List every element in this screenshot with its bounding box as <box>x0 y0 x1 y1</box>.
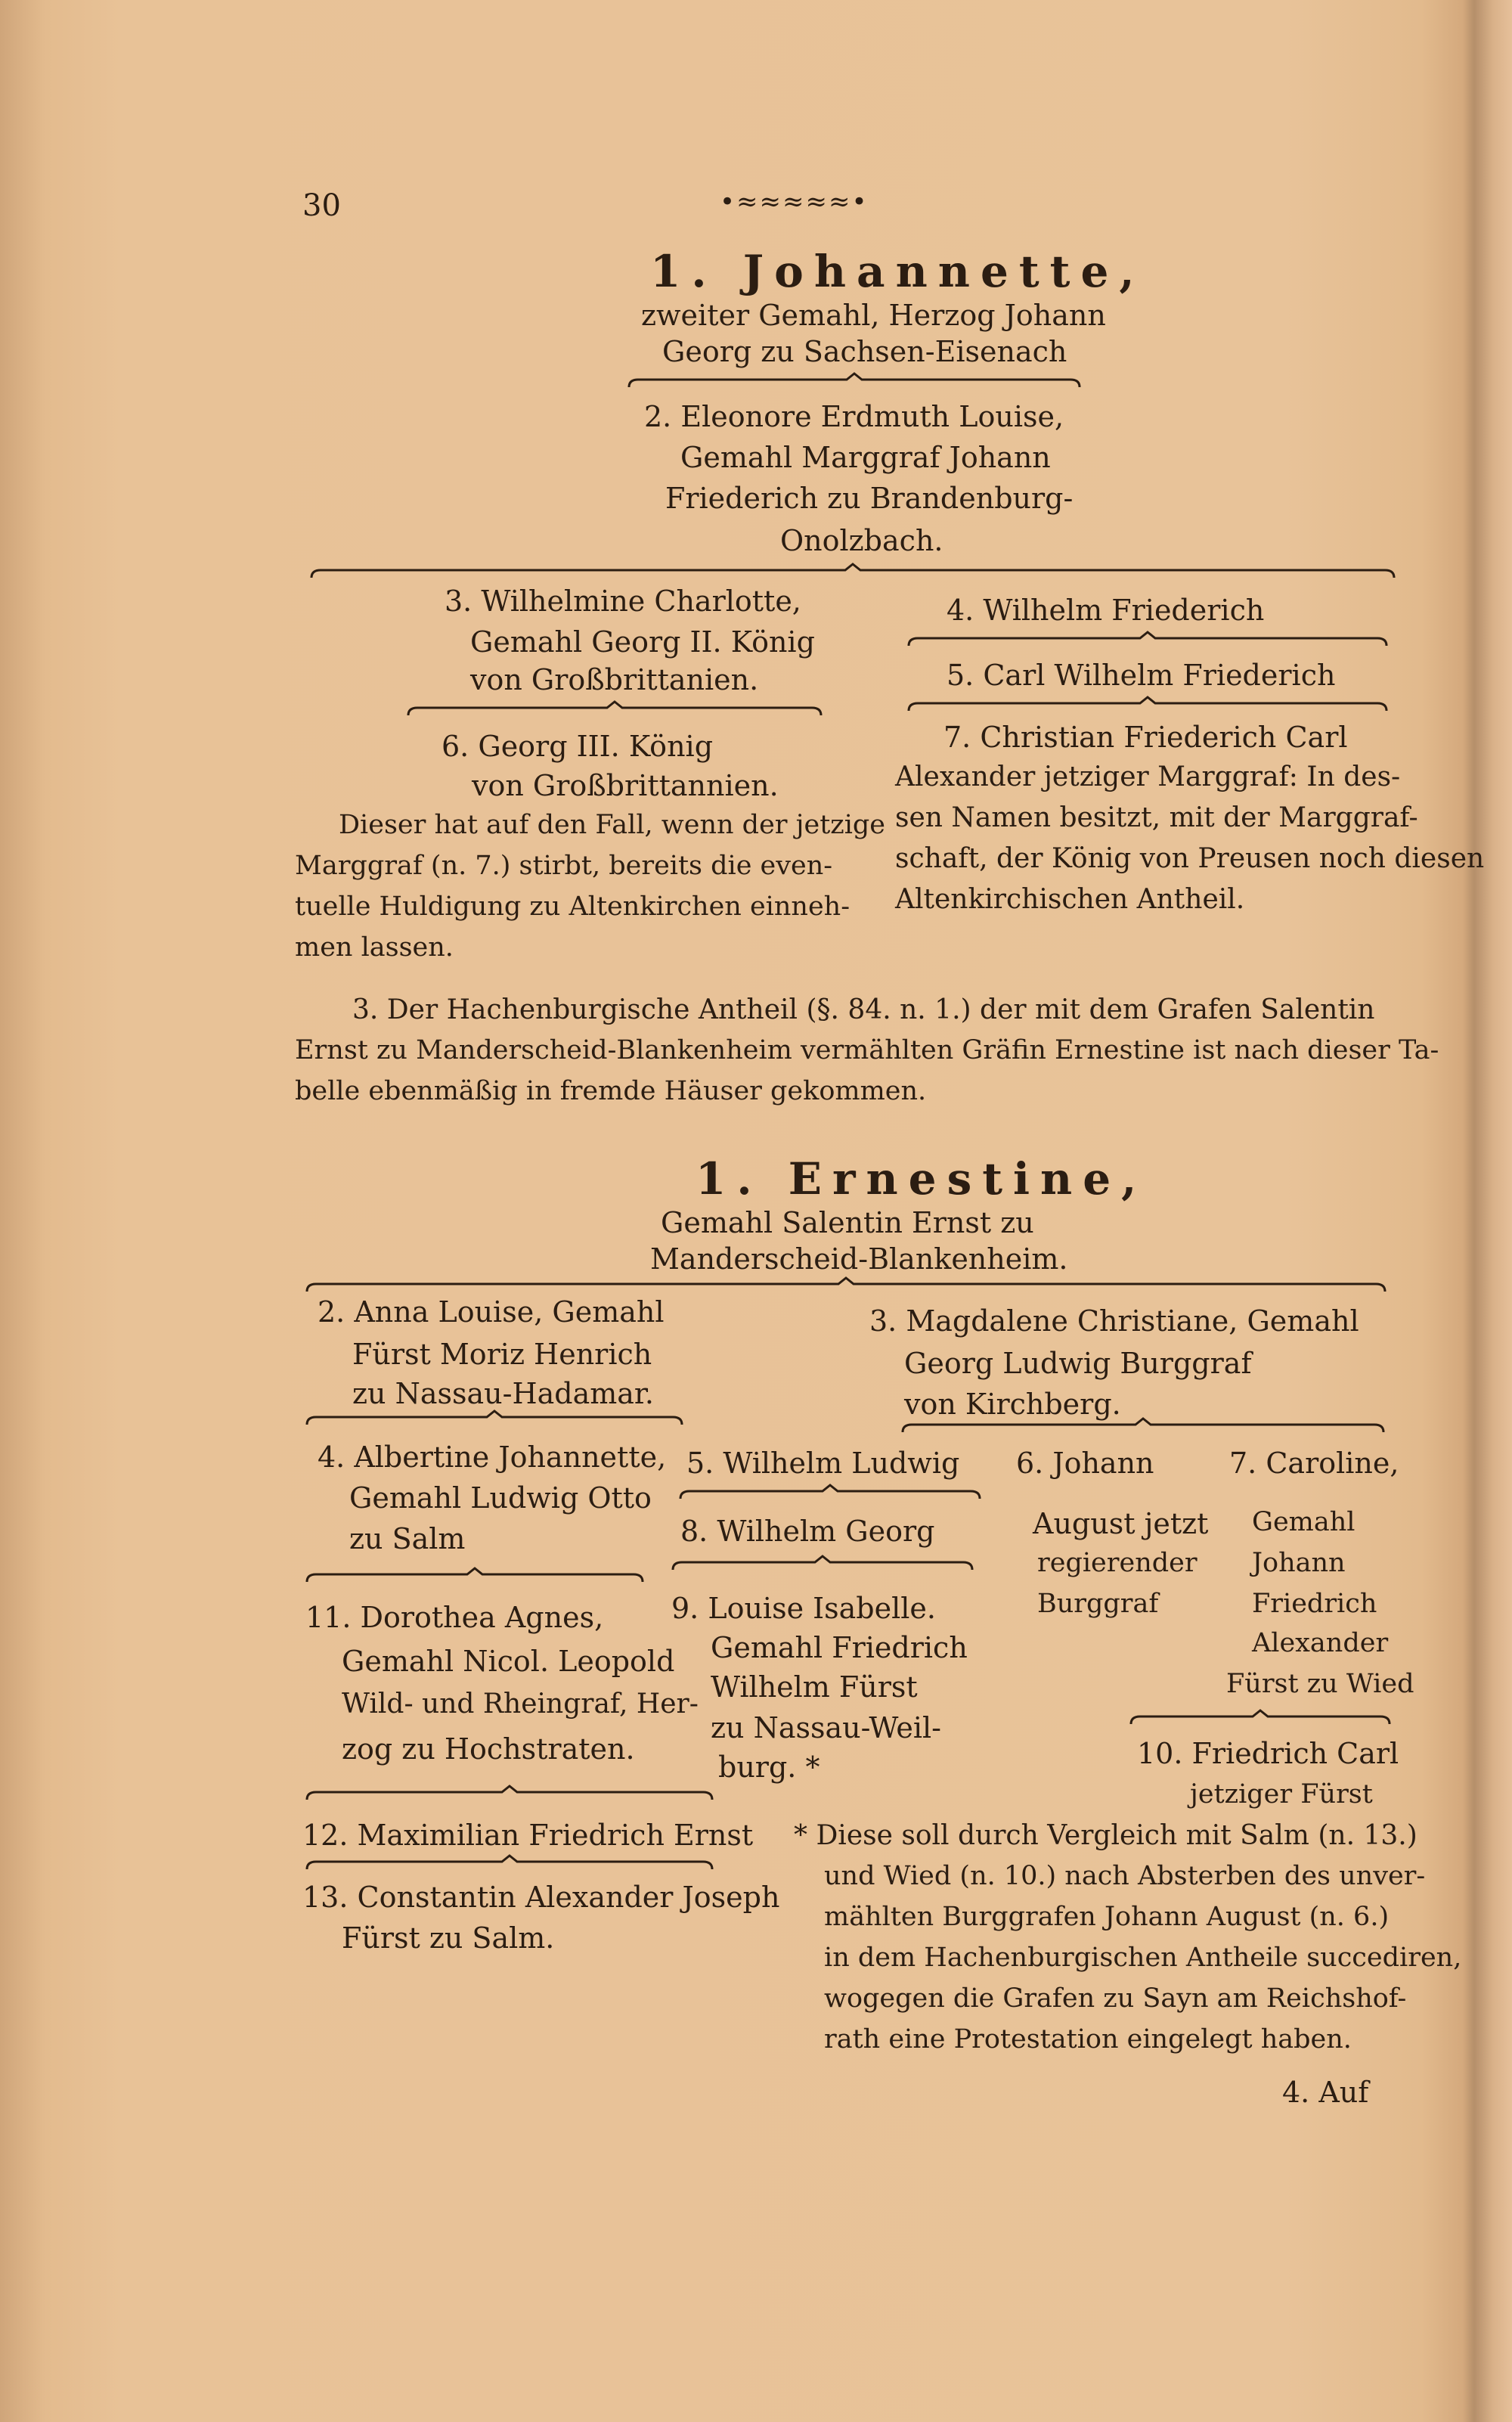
t1-root-name: 1. Johannette, <box>650 246 1145 297</box>
t1-n7-line: schaft, der König von Preusen noch diesen <box>895 843 1485 874</box>
header-ornament: •≈≈≈≈≈• <box>720 187 869 217</box>
t2-n9-line: Gemahl Friedrich <box>711 1631 968 1664</box>
t2-n11-line: Gemahl Nicol. Leopold <box>342 1645 675 1678</box>
brace <box>671 1555 974 1574</box>
t2-n3-line: von Kirchberg. <box>904 1388 1121 1421</box>
brace <box>305 1785 714 1804</box>
t1-n3-line1: 3. Wilhelmine Charlotte, <box>445 585 801 618</box>
t2-n6-line: regierender <box>1037 1548 1198 1578</box>
brace <box>907 631 1388 650</box>
t2-n7-line: 7. Caroline, <box>1229 1447 1399 1480</box>
t2-n5: 5. Wilhelm Ludwig <box>686 1447 960 1480</box>
t1-n3-line2: Gemahl Georg II. König <box>470 625 815 659</box>
footnote-line: rath eine Protestation eingelegt haben. <box>824 2024 1352 2055</box>
brace <box>1129 1709 1391 1729</box>
t2-n2-line: 2. Anna Louise, Gemahl <box>318 1295 665 1329</box>
brace <box>907 696 1388 715</box>
brace <box>901 1417 1385 1437</box>
t2-root-line2: Manderscheid-Blankenheim. <box>650 1242 1068 1276</box>
footnote-line: und Wied (n. 10.) nach Absterben des unver- <box>824 1861 1426 1891</box>
t2-n7-line: Johann <box>1252 1548 1346 1578</box>
t1-n2-line3: Friederich zu Brandenburg- <box>665 482 1074 515</box>
t1-n2-line2: Gemahl Marggraf Johann <box>680 441 1051 474</box>
footnote-line: in dem Hachenburgischen Antheile succediren, <box>824 1943 1462 1973</box>
t2-n11-line: Wild- und Rheingraf, Her- <box>342 1689 699 1720</box>
t2-n9-line: Wilhelm Fürst <box>711 1670 918 1704</box>
t2-n6-line: August jetzt <box>1033 1507 1209 1540</box>
footnote-line: * Diese soll durch Vergleich mit Salm (n. 13.) <box>794 1820 1418 1851</box>
t2-n6-line: Burggraf <box>1037 1589 1159 1619</box>
t1-n6-note-line: Marggraf (n. 7.) stirbt, bereits die even- <box>295 851 833 881</box>
paragraph-line: belle ebenmäßig in fremde Häuser gekommen. <box>295 1076 927 1106</box>
t1-n6-note-line: tuelle Huldigung zu Altenkirchen einneh- <box>295 892 850 922</box>
t2-n9-line: zu Nassau-Weil- <box>711 1711 941 1744</box>
t2-n7-line: Fürst zu Wied <box>1226 1669 1414 1699</box>
brace <box>679 1484 981 1503</box>
t1-root-line1: zweiter Gemahl, Herzog Johann <box>641 299 1106 332</box>
t1-root-line2: Georg zu Sachsen-Eisenach <box>662 335 1067 368</box>
t2-n13-line: 13. Constantin Alexander Joseph <box>302 1881 780 1914</box>
paragraph-line: Ernst zu Manderscheid-Blankenheim vermählten Gräfin Ernestine ist nach dieser Ta- <box>295 1035 1439 1065</box>
t2-n13-line: Fürst zu Salm. <box>342 1921 555 1955</box>
t1-n7-line: Alexander jetziger Marggraf: In des- <box>895 761 1401 792</box>
t1-n6-note-line: Dieser hat auf den Fall, wenn der jetzige <box>339 810 886 840</box>
t1-n6-note-line: men lassen. <box>295 932 454 963</box>
t1-n7-line: Altenkirchischen Antheil. <box>895 884 1245 915</box>
t2-n4-line: Gemahl Ludwig Otto <box>349 1481 652 1515</box>
t2-n3-line: Georg Ludwig Burggraf <box>904 1347 1252 1380</box>
t2-n4-line: zu Salm <box>349 1522 466 1555</box>
t1-n7-line: sen Namen besitzt, mit der Marggraf- <box>895 802 1418 833</box>
t2-n3-line: 3. Magdalene Christiane, Gemahl <box>869 1304 1359 1338</box>
page-number: 30 <box>302 188 341 223</box>
t2-n11-line: zog zu Hochstraten. <box>342 1732 635 1766</box>
footnote-line: wogegen die Grafen zu Sayn am Reichshof- <box>824 1983 1407 2014</box>
t1-n3-line3: von Großbrittanien. <box>470 663 759 696</box>
t2-root-line1: Gemahl Salentin Ernst zu <box>661 1206 1034 1239</box>
brace <box>305 1567 644 1586</box>
t2-root-name: 1. Ernestine, <box>696 1153 1148 1205</box>
brace <box>305 1276 1387 1296</box>
paragraph-line: 3. Der Hachenburgische Antheil (§. 84. n. 1.) der mit dem Grafen Salentin <box>352 994 1375 1025</box>
brace <box>305 1409 683 1429</box>
t1-n4: 4. Wilhelm Friederich <box>947 594 1265 627</box>
t2-n8: 8. Wilhelm Georg <box>680 1515 935 1548</box>
t2-n10-line: 10. Friedrich Carl <box>1137 1737 1399 1770</box>
brace <box>407 700 823 720</box>
t2-n10-line: jetziger Fürst <box>1190 1779 1373 1810</box>
brace <box>627 372 1081 392</box>
t2-n9-line: 9. Louise Isabelle. <box>671 1592 936 1625</box>
t2-n4-line: 4. Albertine Johannette, <box>318 1440 667 1474</box>
t1-n2-line1: 2. Eleonore Erdmuth Louise, <box>644 400 1064 433</box>
t2-n2-line: zu Nassau-Hadamar. <box>352 1377 654 1410</box>
brace <box>305 1854 714 1874</box>
t1-n2-line4: Onolzbach. <box>780 524 943 557</box>
t2-n6-line: 6. Johann <box>1016 1447 1154 1480</box>
t2-n12: 12. Maximilian Friedrich Ernst <box>302 1819 754 1852</box>
t2-n11-line: 11. Dorothea Agnes, <box>305 1601 604 1634</box>
t2-n7-line: Gemahl <box>1252 1507 1356 1537</box>
t1-n5: 5. Carl Wilhelm Friederich <box>947 659 1336 692</box>
t2-n2-line: Fürst Moriz Henrich <box>352 1338 652 1371</box>
t1-n6-line2: von Großbrittannien. <box>472 769 779 802</box>
t2-n9-line: burg. * <box>718 1751 820 1784</box>
t1-n6-line1: 6. Georg III. König <box>442 730 714 763</box>
brace <box>310 563 1396 582</box>
t2-n7-line: Alexander <box>1252 1628 1389 1658</box>
t2-n7-line: Friedrich <box>1252 1589 1377 1619</box>
footnote-line: mählten Burggrafen Johann August (n. 6.) <box>824 1902 1390 1932</box>
t1-n7-line: 7. Christian Friederich Carl <box>943 721 1348 754</box>
catchword: 4. Auf <box>1282 2076 1369 2109</box>
